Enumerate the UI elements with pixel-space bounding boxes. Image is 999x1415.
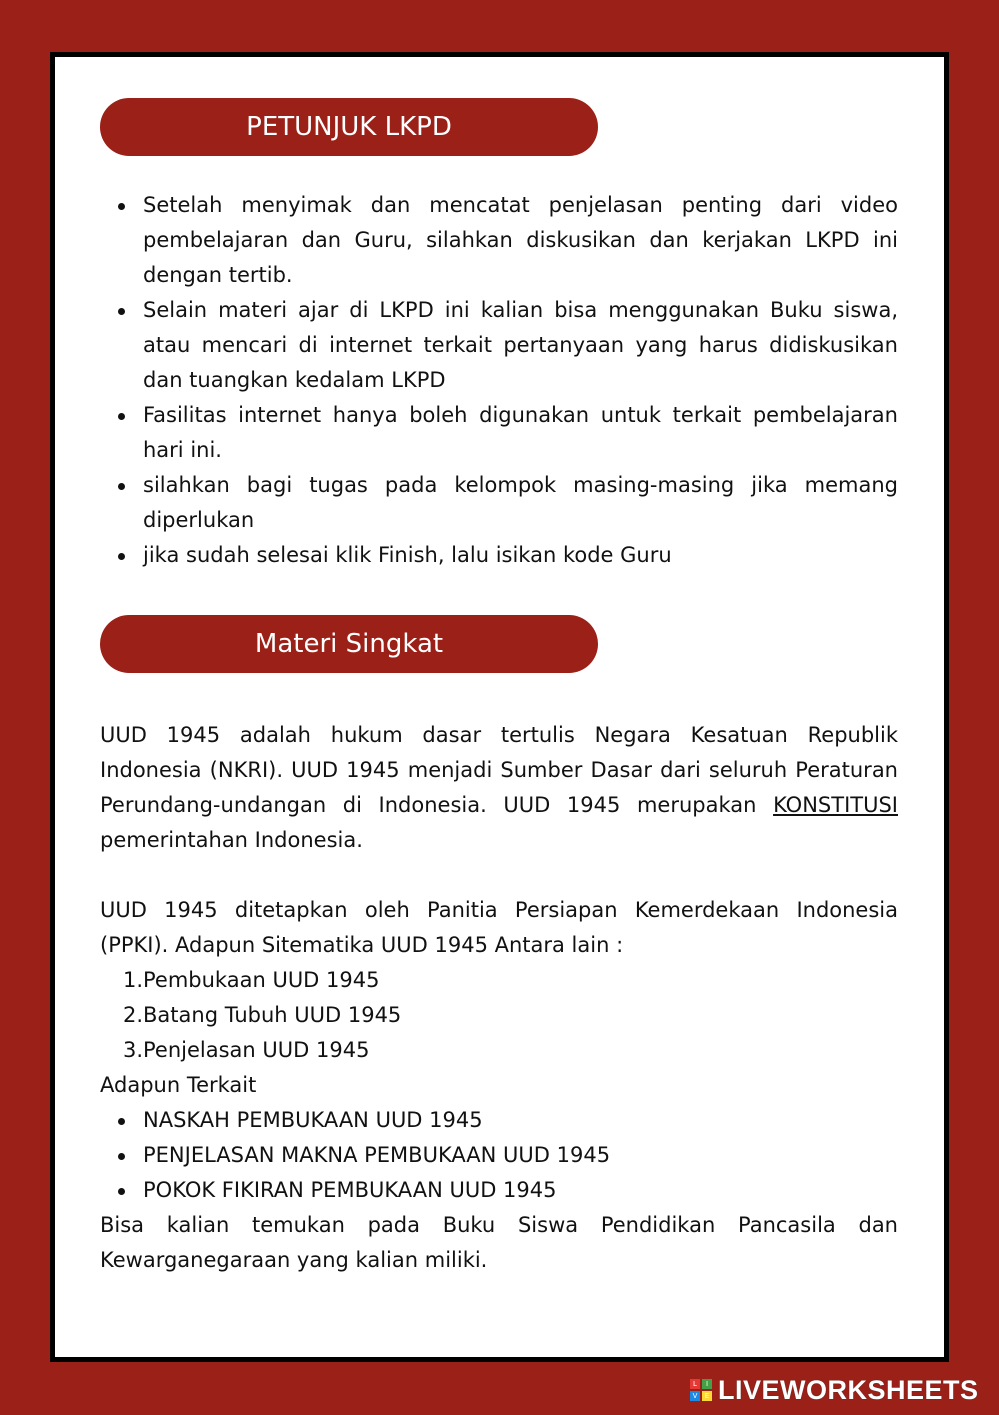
list-item	[100, 1033, 898, 1068]
materi-content	[100, 718, 898, 1278]
list-item: jika sudah selesai klik Finish, lalu isikan kode Guru	[100, 538, 898, 573]
list-item: Fasilitas internet hanya boleh digunakan untuk terkait pembelajaran hari ini.	[100, 398, 898, 468]
paragraph-text: UUD 1945 adalah hukum dasar tertulis Negara Kesatuan Republik Indonesia (NKRI). UUD 1945 menjadi Sumber Dasar dari seluruh Peraturan Perundang-undangan di Indonesia. UUD 1945 merupakan	[100, 723, 898, 817]
logo-letter: V	[690, 1391, 700, 1401]
list-number: 1.	[122, 968, 143, 992]
konstitusi-term: KONSTITUSI	[773, 793, 898, 817]
list-item: NASKAH PEMBUKAAN UUD 1945	[100, 1103, 898, 1138]
instruction-list	[100, 188, 898, 573]
logo-letter: I	[702, 1379, 712, 1389]
logo-letter: E	[702, 1391, 712, 1401]
list-number: 3.	[122, 1038, 143, 1062]
list-number: 2.	[122, 1003, 143, 1027]
brand-name: LIVEWORKSHEETS	[718, 1374, 979, 1405]
section-title: Materi Singkat	[254, 629, 444, 659]
section-header-petunjuk	[100, 98, 598, 156]
section-header-materi	[100, 615, 598, 673]
list-item: Selain materi ajar di LKPD ini kalian bisa menggunakan Buku siswa, atau mencari di internet terkait pertanyaan yang harus didiskusikan dan tuangkan kedalam LKPD	[100, 293, 898, 398]
instruction-list-block	[100, 188, 898, 573]
list-item	[100, 998, 898, 1033]
paragraph-text: pemerintahan Indonesia.	[100, 828, 363, 852]
related-intro: Adapun Terkait	[100, 1073, 257, 1097]
list-item: PENJELASAN MAKNA PEMBUKAAN UUD 1945	[100, 1138, 898, 1173]
list-text: Pembukaan UUD 1945	[143, 968, 380, 992]
liveworksheets-footer[interactable]	[690, 1376, 979, 1404]
sistematika-list	[100, 963, 898, 1068]
closing-paragraph: Bisa kalian temukan pada Buku Siswa Pendidikan Pancasila dan Kewarganegaraan yang kalian miliki.	[100, 1213, 898, 1272]
list-item: silahkan bagi tugas pada kelompok masing-masing jika memang diperlukan	[100, 468, 898, 538]
list-item: Setelah menyimak dan mencatat penjelasan penting dari video pembelajaran dan Guru, silahkan diskusikan dan kerjakan LKPD ini dengan tertib.	[100, 188, 898, 293]
list-text: Batang Tubuh UUD 1945	[143, 1003, 402, 1027]
liveworksheets-logo-icon	[690, 1379, 712, 1401]
list-item	[100, 963, 898, 998]
paragraph-uud-definition	[100, 718, 898, 858]
logo-letter: L	[690, 1379, 700, 1389]
worksheet-page	[50, 52, 949, 1362]
section-title: PETUNJUK LKPD	[246, 112, 452, 142]
paragraph-ppki: UUD 1945 ditetapkan oleh Panitia Persiapan Kemerdekaan Indonesia (PPKI). Adapun Sitematika UUD 1945 Antara lain :	[100, 898, 898, 957]
list-item: POKOK FIKIRAN PEMBUKAAN UUD 1945	[100, 1173, 898, 1208]
related-list	[100, 1103, 898, 1208]
list-text: Penjelasan UUD 1945	[143, 1038, 370, 1062]
